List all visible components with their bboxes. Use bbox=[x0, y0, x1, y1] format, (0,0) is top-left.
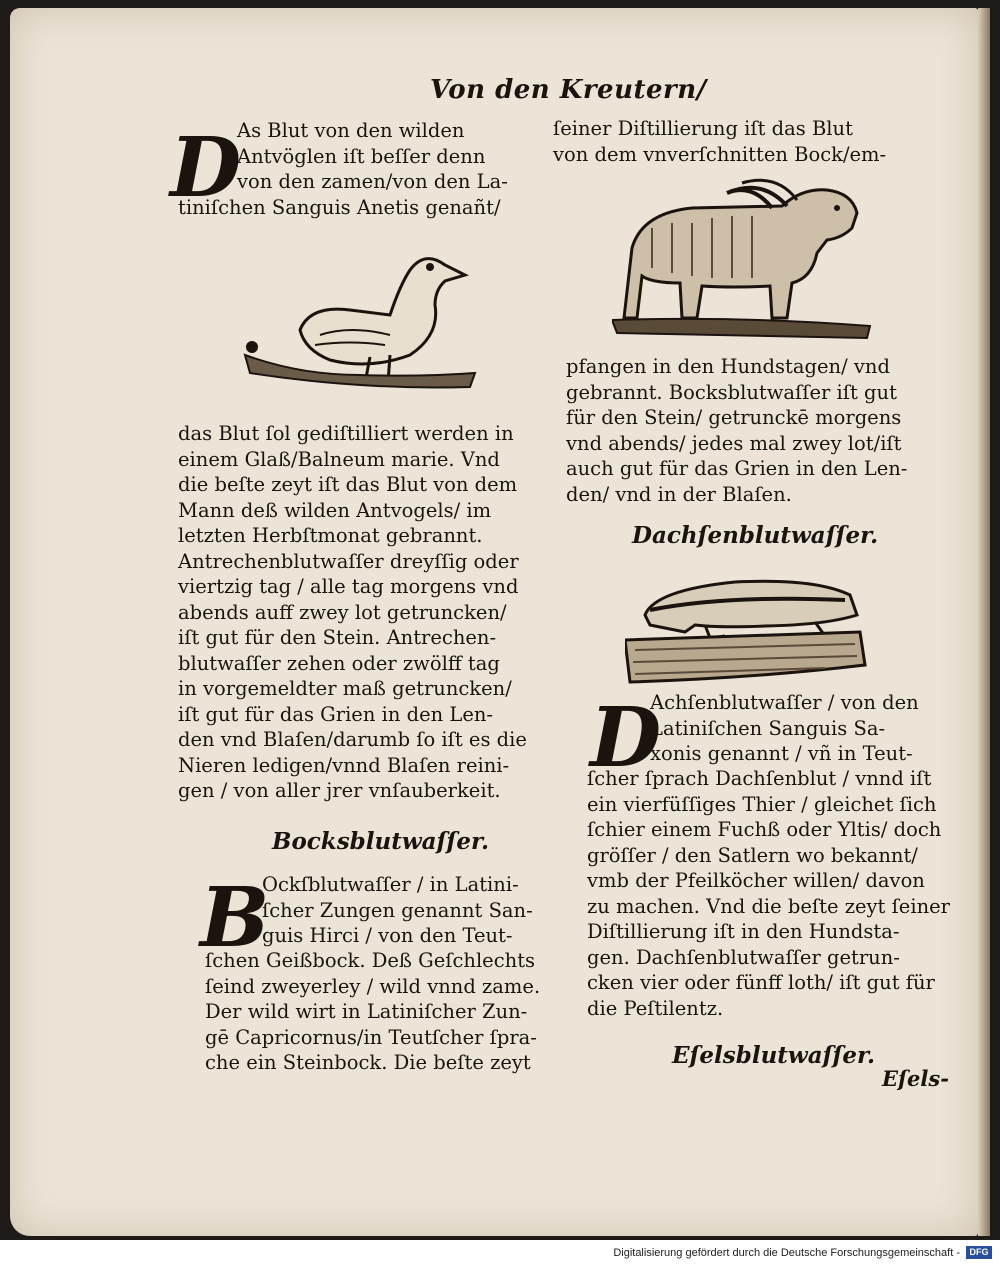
text-line: Achſenblutwaſſer / von den bbox=[650, 691, 919, 714]
text-line: die beſte zeyt iſt das Blut von dem bbox=[178, 473, 518, 496]
text-line: das Blut ſol gediſtilliert werden in bbox=[178, 422, 514, 445]
section-heading-dachsenblutwasser: Dachſenblutwaſſer. bbox=[632, 522, 879, 549]
drop-initial-b: B bbox=[200, 870, 270, 966]
text-line: As Blut von den wilden bbox=[237, 119, 465, 142]
text-line: ſcher Zungen genannt San- bbox=[262, 898, 533, 922]
right-paragraph-3-head bbox=[650, 690, 1000, 767]
footer-credit: Digitalisierung gefördert durch die Deutsche Forschungsgemeinschaft - bbox=[613, 1247, 960, 1259]
text-line: Antrechenblutwaſſer dreyſſig oder bbox=[178, 549, 519, 573]
text-line: xonis genannt / vñ in Teut- bbox=[650, 742, 913, 765]
text-line: ſeiner Diſtillierung iſt das Blut bbox=[553, 117, 853, 140]
text-line: gröſſer / den Satlern wo bekannt/ bbox=[587, 843, 918, 867]
text-line: ſcher ſprach Dachſenblut / vnnd iſt bbox=[587, 767, 932, 790]
text-line: gen / von aller jrer vnſauberkeit. bbox=[178, 779, 501, 802]
text-line: ſchier einem Fuchß oder Yltis/ doch bbox=[587, 818, 942, 841]
text-line: Nieren ledigen/vnnd Blaſen reini- bbox=[178, 753, 510, 777]
text-line: letzten Herbſtmonat gebrannt. bbox=[178, 524, 483, 547]
text-line: guis Hirci / von den Teut- bbox=[262, 924, 513, 947]
text-line: den/ vnd in der Blaſen. bbox=[566, 482, 792, 506]
text-line: ein vierfüſſiges Thier / gleichet ſich bbox=[587, 792, 937, 816]
text-line: viertzig tag / alle tag morgens vnd bbox=[178, 575, 519, 598]
left-paragraph-3 bbox=[205, 948, 585, 1076]
running-header: Von den Kreutern/ bbox=[430, 75, 707, 105]
catchword: Eſels- bbox=[882, 1066, 949, 1091]
text-line: in vorgemeldter maß getruncken/ bbox=[178, 677, 512, 700]
text-line: Der wild wirt in Latiniſcher Zun- bbox=[205, 1000, 528, 1023]
text-line: die Peſtilentz. bbox=[587, 996, 724, 1020]
text-line: für den Stein/ getrunckē morgens bbox=[566, 406, 902, 429]
text-line: iſt gut für das Grien in den Len- bbox=[178, 702, 494, 726]
digitization-footer bbox=[0, 1241, 1000, 1265]
text-line: vnd abends/ jedes mal zwey lot/iſt bbox=[566, 431, 902, 455]
duck-woodcut bbox=[240, 245, 480, 395]
text-line: Mann deß wilden Antvogels/ im bbox=[178, 498, 492, 522]
drop-initial-d-2: D bbox=[590, 690, 662, 786]
left-paragraph-3-head bbox=[262, 872, 642, 949]
text-line: auch gut für das Grien in den Len- bbox=[566, 457, 908, 480]
text-line: Ockſblutwaſſer / in Latini- bbox=[262, 873, 519, 896]
text-line: blutwaſſer zehen oder zwölff tag bbox=[178, 651, 500, 675]
text-line: ſeind zweyerley / wild vnnd zame. bbox=[205, 974, 541, 998]
text-line: tiniſchen Sanguis Anetis genañt/ bbox=[178, 196, 501, 219]
right-paragraph-1 bbox=[553, 116, 933, 167]
text-line: che ein Steinbock. Die beſte zeyt bbox=[205, 1051, 531, 1074]
text-line: abends auff zwey lot getruncken/ bbox=[178, 600, 507, 624]
text-line: Diſtillierung iſt in den Hundsta- bbox=[587, 920, 900, 943]
text-line: cken vier oder fünff loth/ iſt gut für bbox=[587, 971, 935, 994]
section-heading-bocksblutwasser: Bocksblutwaſſer. bbox=[272, 828, 489, 855]
text-line: gen. Dachſenblutwaſſer getrun- bbox=[587, 945, 900, 969]
right-paragraph-2 bbox=[566, 354, 946, 507]
section-heading-eselsblutwasser: Eſelsblutwaſſer. bbox=[672, 1042, 876, 1069]
text-line: gē Capricornus/in Teutſcher ſpra- bbox=[205, 1025, 537, 1049]
text-line: Antvöglen iſt beſſer denn bbox=[237, 144, 486, 168]
text-line: von dem vnverſchnitten Bock/em- bbox=[553, 142, 887, 166]
text-line: einem Glaß/Balneum marie. Vnd bbox=[178, 447, 500, 471]
text-line: Latiniſchen Sanguis Sa- bbox=[650, 716, 886, 740]
left-paragraph-1-tail bbox=[178, 195, 558, 221]
text-line: von den zamen/von den La- bbox=[237, 170, 508, 193]
text-line: iſt gut für den Stein. Antrechen- bbox=[178, 626, 497, 649]
goat-woodcut bbox=[612, 168, 872, 343]
dfg-logo-icon: DFG bbox=[966, 1246, 992, 1259]
text-line: den vnd Blaſen/darumb ſo iſt es die bbox=[178, 728, 527, 751]
right-paragraph-3 bbox=[587, 766, 967, 1021]
badger-woodcut bbox=[625, 570, 870, 685]
page-edge bbox=[978, 8, 990, 1236]
text-line: ſchen Geißbock. Deß Geſchlechts bbox=[205, 949, 536, 972]
left-paragraph-2 bbox=[178, 421, 558, 804]
text-line: vmb der Pfeilköcher willen/ davon bbox=[587, 869, 925, 892]
text-line: pfangen in den Hundstagen/ vnd bbox=[566, 355, 890, 378]
text-line: zu machen. Vnd die beſte zeyt ſeiner bbox=[587, 894, 950, 918]
drop-initial-d: D bbox=[170, 120, 242, 216]
text-line: gebrannt. Bocksblutwaſſer iſt gut bbox=[566, 380, 897, 404]
